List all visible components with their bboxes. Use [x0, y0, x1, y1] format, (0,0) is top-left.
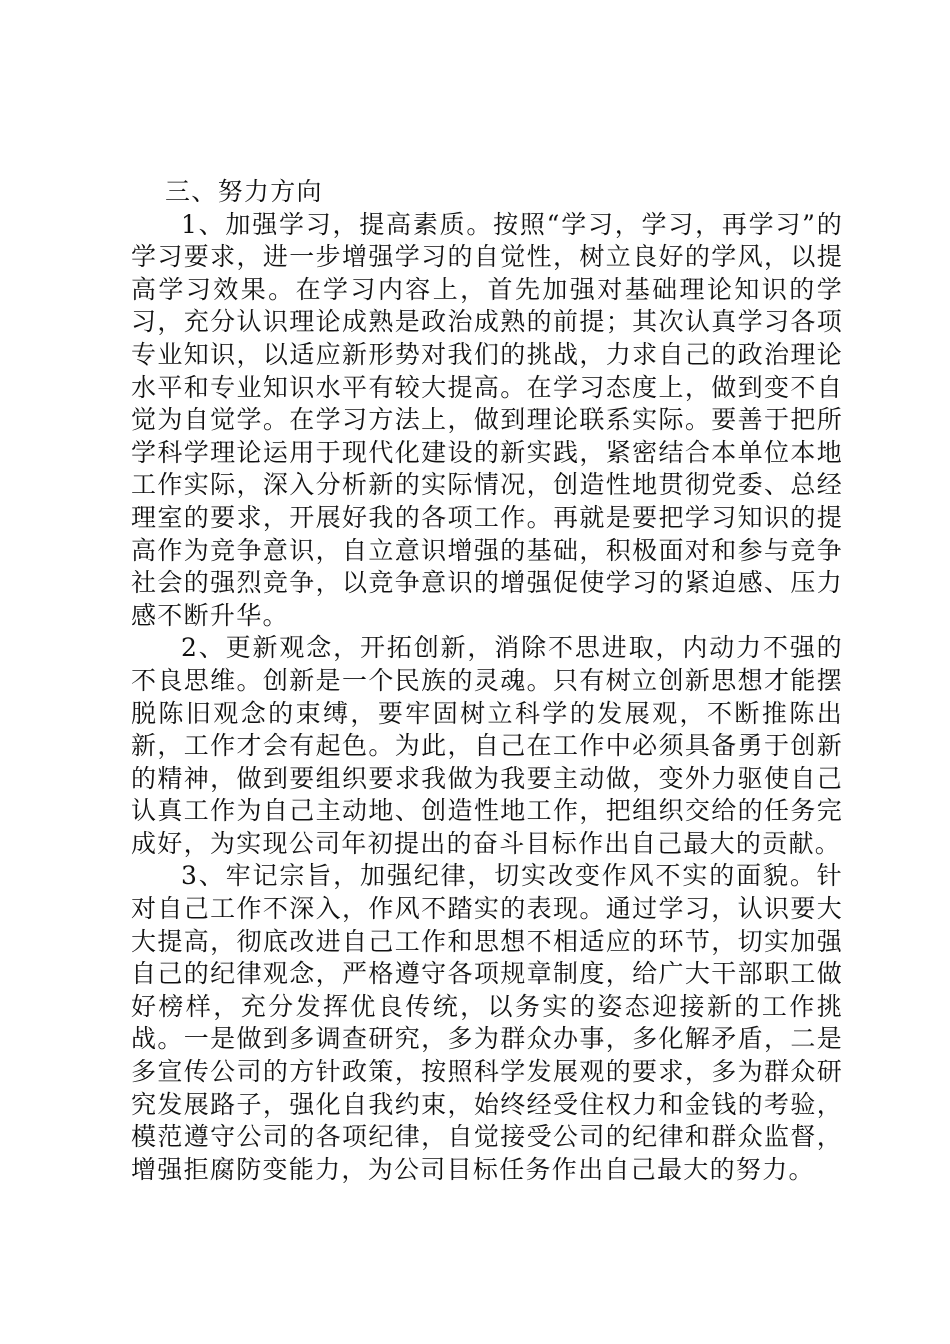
section-heading: 三、努力方向 [165, 177, 323, 206]
paragraph-innovation: 2、更新观念，开拓创新，消除不思进取，内动力不强的不良思维。创新是一个民族的灵魂。只有树立创新思想才能摆脱陈旧观念的束缚，要牢固树立科学的发展观，不断推陈出新，工作才会有起色。为此，自己在工作中必须具备勇于创新的精神，做到要组织要求我做为我要主动做，变外力驱使自己认真工作为自己主动地、创造性地工作，把组织交给的任务完成好，为实现公司年初提出的奋斗目标作出自己最大的贡献。 [131, 633, 843, 858]
paragraph-study: 1、加强学习，提高素质。按照“学习，学习，再学习”的学习要求，进一步增强学习的自觉性，树立良好的学风，以提高学习效果。在学习内容上，首先加强对基础理论知识的学习，充分认识理论成熟是政治成熟的前提；其次认真学习各项专业知识，以适应新形势对我们的挑战，力求自己的政治理论水平和专业知识水平有较大提高。在学习态度上，做到变不自觉为自觉学。在学习方法上，做到理论联系实际。要善于把所学科学理论运用于现代化建设的新实践，紧密结合本单位本地工作实际，深入分析新的实际情况，创造性地贯彻党委、总经理室的要求，开展好我的各项工作。再就是要把学习知识的提高作为竞争意识，自立意识增强的基础，积极面对和参与竞争社会的强烈竞争，以竞争意识的增强促使学习的紧迫感、压力感不断升华。 [131, 209, 843, 630]
document-body [131, 176, 843, 1186]
paragraph-discipline: 3、牢记宗旨，加强纪律，切实改变作风不实的面貌。针对自己工作不深入，作风不踏实的表现。通过学习，认识要大大提高，彻底改进自己工作和思想不相适应的环节，切实加强自己的纪律观念，严格遵守各项规章制度，给广大干部职工做好榜样，充分发挥优良传统，以务实的姿态迎接新的工作挑战。一是做到多调查研究，多为群众办事，多化解矛盾，二是多宣传公司的方针政策，按照科学发展观的要求，多为群众研究发展路子，强化自我约束，始终经受住权力和金钱的考验，模范遵守公司的各项纪律，自觉接受公司的纪律和群众监督，增强拒腐防变能力，为公司目标任务作出自己最大的努力。 [131, 861, 843, 1184]
